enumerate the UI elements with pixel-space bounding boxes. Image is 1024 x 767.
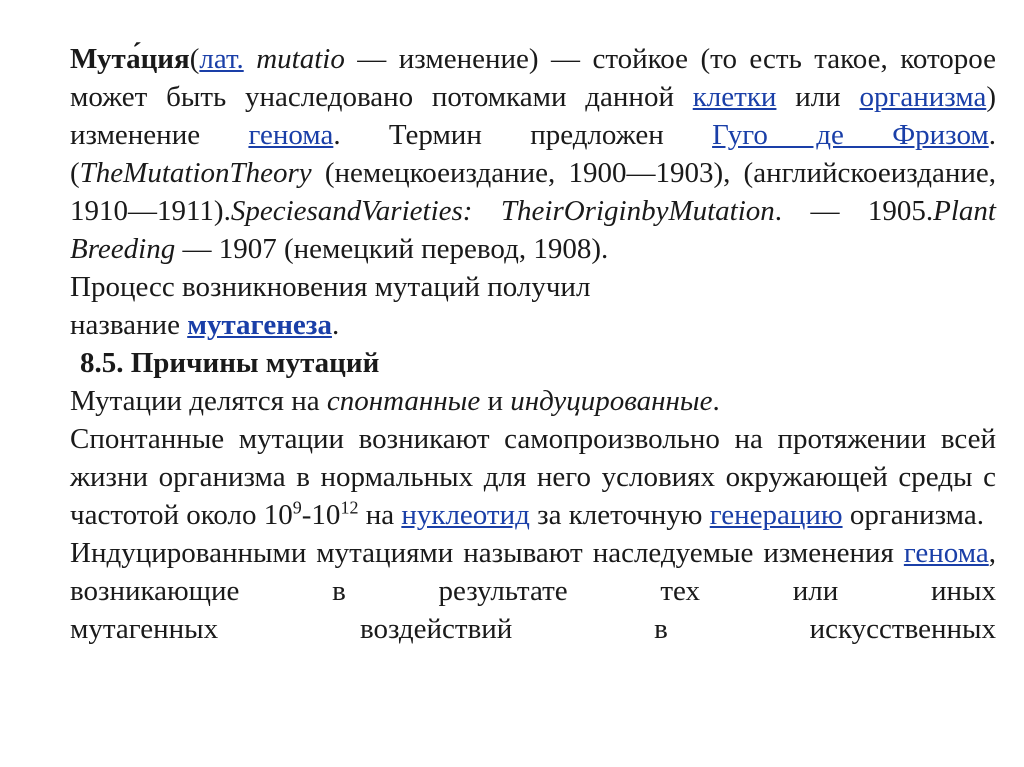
document-page — [70, 40, 996, 648]
link-latin[interactable]: лат. — [199, 43, 244, 75]
text: — изменение) — стойкое (то есть такое, которое может быть унаследовано потомками данной — [70, 43, 997, 113]
book-title: SpeciesandVarieties: TheirOriginbyMutation — [230, 195, 775, 227]
text: Мутации делятся на — [70, 385, 327, 417]
text: . ( — [70, 119, 996, 189]
term-spontaneous: спонтанные — [326, 385, 481, 417]
text: Индуцированными мутациями называют наследуемые изменения — [70, 537, 904, 569]
text: на — [358, 499, 402, 531]
link-genome[interactable]: генома — [248, 119, 334, 151]
text: название — [70, 309, 188, 341]
section-heading: 8.5. Причины мутаций — [80, 347, 380, 379]
paragraph-mutation-types — [70, 382, 996, 420]
text: организма. — [842, 499, 984, 531]
link-genome[interactable]: генома — [903, 537, 989, 569]
text: мутагенных воздействий в искусственных — [70, 613, 996, 645]
link-hugo-de-vries[interactable]: Гуго де Фризом — [712, 119, 989, 151]
paragraph-mutagenesis — [70, 268, 996, 344]
text: и — [480, 385, 511, 417]
latin-word: mutatio — [243, 43, 345, 75]
text: . — [331, 309, 340, 341]
link-nucleotide[interactable]: нуклеотид — [401, 499, 530, 531]
book-title: Plant Breeding — [70, 195, 996, 265]
superscript: 12 — [340, 497, 359, 518]
text: ( — [189, 43, 200, 75]
text: (немецкоеиздание, 1900—1903), (английскоеиздание, 1910—1911). — [70, 157, 996, 227]
paragraph-mutation-definition — [70, 40, 996, 268]
text: . Термин предложен — [333, 119, 713, 151]
text: — 1907 (немецкий перевод, 1908). — [175, 233, 609, 265]
book-title: TheMutationTheory — [79, 157, 312, 189]
text: Спонтанные мутации возникают самопроизвольно на протяжении всей жизни организма в нормальных для него условиях окружающей среды с частотой около 10 — [70, 423, 996, 531]
paragraph-induced — [70, 534, 996, 610]
text: . — 1905. — [774, 195, 934, 227]
link-organism[interactable]: организма — [859, 81, 987, 113]
text: . — [712, 385, 720, 417]
text: или — [776, 81, 860, 113]
text: ) изменение — [70, 81, 996, 151]
text: Процесс возникновения мутаций получил — [70, 271, 591, 303]
term-mutation: Мута́ция — [70, 43, 190, 75]
text: , возникающие в результате тех или иных — [70, 537, 996, 607]
link-cell[interactable]: клетки — [692, 81, 777, 113]
paragraph-spontaneous — [70, 420, 996, 534]
paragraph-induced-continued — [70, 610, 996, 648]
text: за клеточную — [529, 499, 710, 531]
link-mutagenesis[interactable]: мутагенеза — [187, 309, 332, 341]
link-generation[interactable]: генерацию — [709, 499, 843, 531]
term-induced: индуцированные — [510, 385, 713, 417]
superscript: 9 — [292, 497, 302, 518]
text: -10 — [301, 499, 341, 531]
